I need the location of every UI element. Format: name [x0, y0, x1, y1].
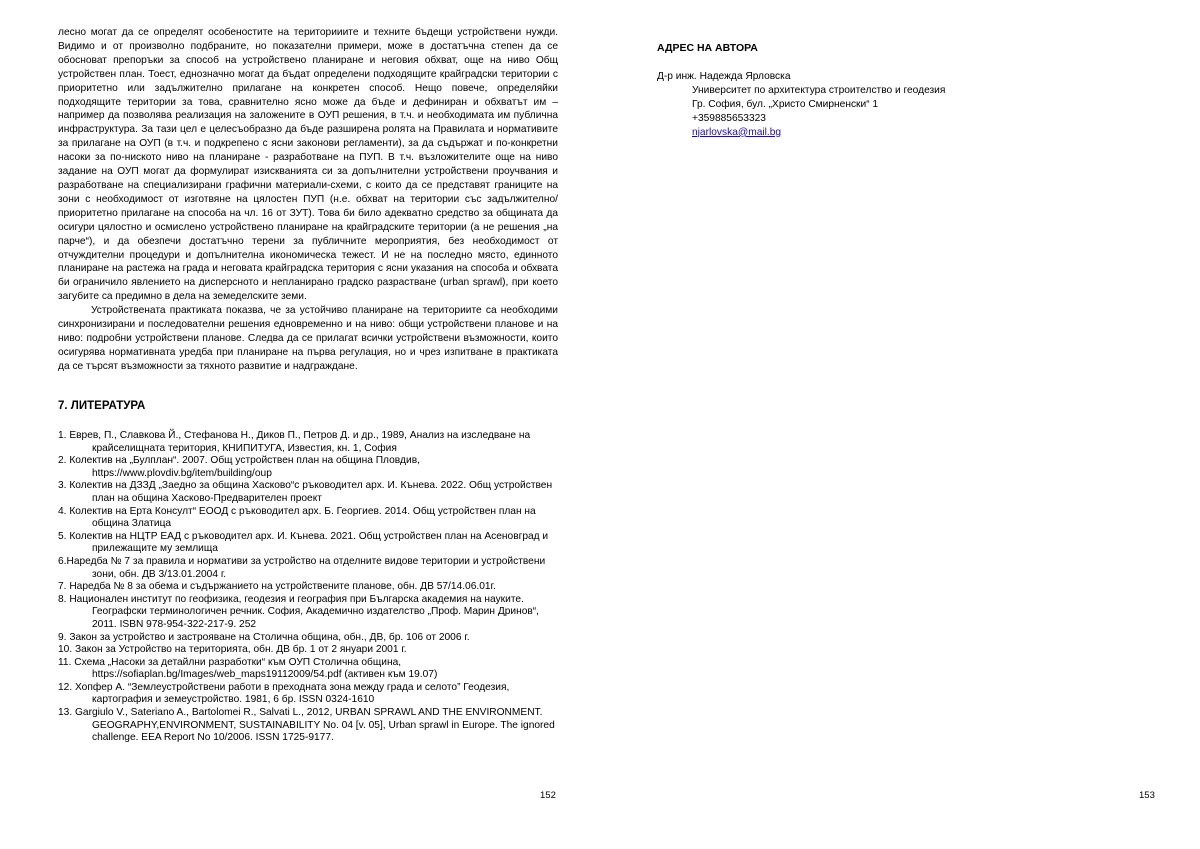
- body-text: [58, 26, 558, 374]
- reference-item: 13. Gargiulo V., Sateriano A., Bartolomei R., Salvati L., 2012, URBAN SPRAWL AND THE ENVIRONMENT. GEOGRAPHY,ENVIRONMENT, SUSTAINABILITY No. 04 [v. 05], Urban sprawl in Europe. The ignored challenge. EEA Report No 10/2006. ISSN 1725-9177.: [58, 707, 555, 744]
- reference-list: [58, 430, 558, 745]
- page-number-left: 152: [540, 790, 556, 801]
- author-name: Д-р инж. Надежда Ярловска: [657, 71, 791, 82]
- author-phone: +359885653323: [692, 112, 766, 124]
- author-street-address: Гр. София, бул. „Христо Смирненски“ 1: [692, 98, 879, 110]
- paragraph-1: лесно могат да се определят особеностите на територииите и техните бъдещи устройствени нужди. Видимо и от произволно подбраните, но показателни примери, може в достатъчна степен да се обоснoват препоръки за способ на устройствено планиране и неговия обхват, още на ниво Общ устройствен план. Тоест, еднозначно могат да бъдат определени подходящите крайградски територии с приоритетно или задължително прилагане на конкретен способ. Нещо повече, определяйки подходящите територии за това, сравнително ясно може да бъде и дефиниран и обхватът им – например да позволява реализация на заложените в ОУП решения, в т.ч. и необходимата им публична инфраструктура. За тази цел е целесъобразно да бъде разширена ролята на Правилата и нормативите за прилагане на ОУП (в т.ч. и подкрепено с ясни законови регламенти), за да съдържат и по-конкретни насоки за по-ниското ниво на планиране - разработване на ПУП. В т.ч. възложителите още на ниво задание на ОУП могат да формулират изискванията си за допълнителни устройствени проучвания и разработване на специализирани графични материали-схеми, с които да се представят границите на зони с необходимост от изготвяне на цялостен ПУП (н.е. обхват на територии със задължително/приоритетно прилагане на способа на чл. 16 от ЗУТ). Това би било адекватно средство за общината да осигури цялостно и осмислено устройствено планиране на крайградските територии (а не решения „на парче“), и да обезпечи достатъчно терени за публичните мероприятия, без необходимост от отчуждителни процедури и допълнителна икономическа тежест. И не на последно място, единното планиране на растежа на града и неговата крайградска територия с ясни указания на способа и обхвата би ограничило явлението на дисперсното и непланирано градско разрастване (urban sprawl), при което загубите са предимно в дела на земеделските земи.: [58, 27, 558, 303]
- reference-item: 5. Колектив на НЦТР ЕАД с ръководител арх. И. Кънева. 2021. Общ устройствен план на Асеновград и прилежащите му землища: [58, 530, 549, 555]
- reference-item: 11. Схема „Насоки за детайлни разработки“ към ОУП Столична община, https://sofiaplan.bg/Images/web_maps19112009/54.pdf (активен към 19.07): [58, 656, 438, 681]
- paragraph-2: Устройствената практиката показва, че за устойчиво планиране на териториите са необходими синхронизирани и последователни решения едновременно и на ниво: общи устройствени планове и на ниво: подробни устройствени планове. Следва да се прилагат всички устройствени възможности, които осигурява нормативната уредба при планиране на първа регулация, но и чрез изпитване в практиката да се търсят възможности за тяхното развитие и надграждане.: [58, 305, 558, 372]
- reference-item: 8. Национален институт по геофизика, геодезия и география при Българска академия на науките. Географски терминологичен речник. София, Академично издателство „Проф. Марин Дринов“, 2011. ISBN 978-954-322-217-9. 252: [58, 593, 540, 630]
- reference-item: 10. Закон за Устройство на територията, обн. ДВ бр. 1 от 2 януари 2001 г.: [58, 644, 407, 656]
- author-institution: Университет по архитектура строителство и геодезия: [692, 84, 946, 96]
- reference-item: 9. Закон за устройство и застрояване на Столична община, обн., ДВ, бр. 106 от 2006 г.: [58, 631, 470, 643]
- reference-item: 4. Колектив на Ерта Консулт“ ЕООД с ръководител арх. Б. Георгиев. 2014. Общ устройствен план на община Златица: [58, 505, 536, 530]
- author-email-link[interactable]: njarlovska@mail.bg: [692, 126, 782, 138]
- page-number-right: 153: [1139, 790, 1155, 801]
- reference-item: 12. Хопфер А. “Землеустройствени работи в преходната зона между града и селото” Геодезия, картография и земеустройство. 1981, 6 бр. ISSN 0324-1610: [58, 681, 510, 706]
- literature-heading: 7. ЛИТЕРАТУРА: [58, 400, 146, 412]
- right-page: [600, 0, 1200, 849]
- reference-item: 7. Наредба № 8 за обема и съдържанието на устройствените планове, обн. ДВ 57/14.06.01г.: [58, 581, 496, 593]
- reference-item: 1. Еврев, П., Славкова Й., Стефанова Н., Диков П., Петров Д. и др., 1989, Анализ на изследване на крайселищната територия, КНИПИТУГА, Известия, кн. 1, София: [58, 430, 531, 454]
- author-address-block: [657, 70, 945, 140]
- reference-item: 2. Колектив на „Булплан“. 2007. Общ устройствен план на община Пловдив, https://www.plovdiv.bg/item/building/oup: [58, 455, 420, 479]
- reference-item: 6.Наредба № 7 за правила и нормативи за устройство на отделните видове територии и устройствени зони, обн. ДВ 3/13.01.2004 г.: [58, 555, 546, 580]
- author-address-heading: АДРЕС НА АВТОРА: [657, 42, 758, 54]
- reference-item: 3. Колектив на ДЗЗД „Заедно за община Хасково“с ръководител арх. И. Кънева. 2022. Общ устройствен план на община Хасково-Предварителен проект: [58, 480, 553, 504]
